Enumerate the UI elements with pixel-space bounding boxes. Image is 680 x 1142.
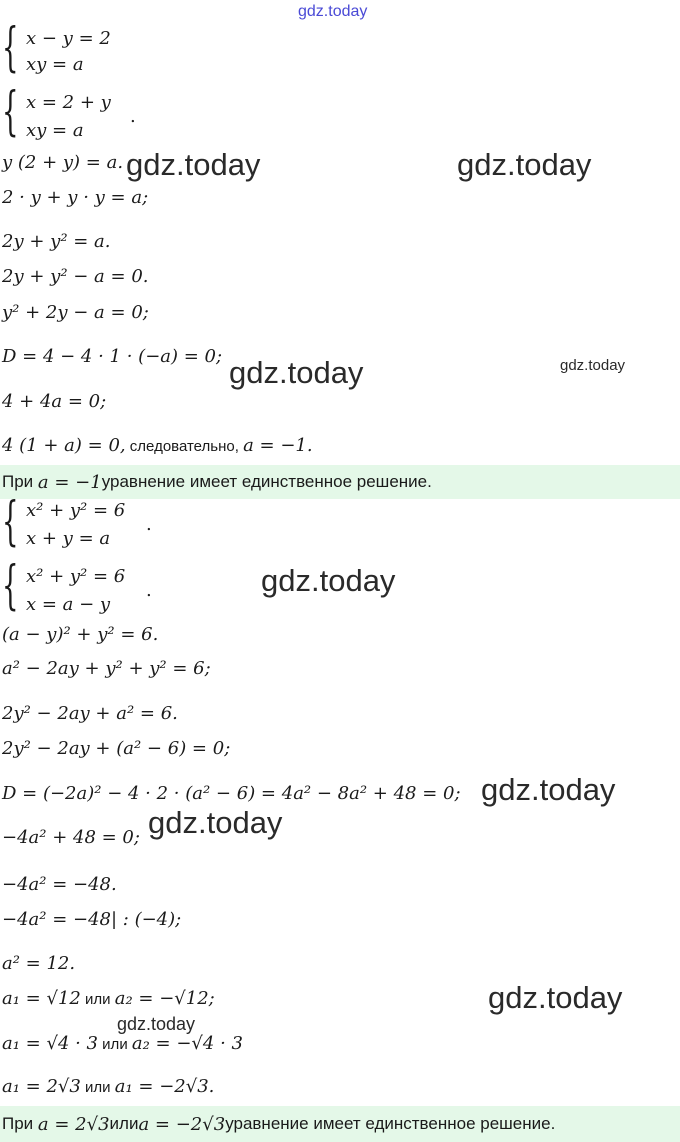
equation-line: −4a² = −48| : (−4); [2, 909, 182, 930]
equation-math: a = −1. [243, 435, 313, 456]
answer-math: a = 2√3 [37, 1113, 110, 1135]
equation-text: следовательно, [125, 438, 244, 455]
brace: { [2, 556, 19, 616]
equation-line: 2 · y + y · y = a; [2, 187, 149, 208]
watermark: gdz.today [488, 980, 623, 1015]
equation-math: a₁ = 2√3 [2, 1076, 81, 1097]
equation-line: −4a² = −48. [2, 874, 117, 895]
equation-math: a₁ = −2√3. [114, 1076, 215, 1097]
answer-highlight [0, 465, 680, 499]
equation-line: 2y² − 2ay + (a² − 6) = 0; [2, 738, 231, 759]
equation-system [2, 556, 202, 618]
watermark: gdz.today [560, 357, 626, 374]
system-row: xy = a [26, 54, 84, 75]
system-row: x + y = a [26, 528, 111, 549]
equation-line: a² = 12. [2, 953, 76, 974]
equation-line: −4a² + 48 = 0; [2, 827, 140, 848]
answer-highlight [0, 1106, 680, 1142]
answer-text: уравнение имеет единственное решение. [225, 1114, 556, 1133]
equation-line: y² + 2y − a = 0; [2, 302, 149, 323]
equation-system [2, 492, 202, 554]
system-dot: . [146, 580, 152, 601]
brace: { [2, 18, 19, 78]
equation-text: или [80, 991, 115, 1008]
brace: { [2, 82, 19, 142]
answer-math: a = −2√3 [138, 1113, 226, 1135]
equation-math: a₂ = −√4 · 3 [131, 1033, 243, 1054]
equation-line [2, 988, 215, 1011]
equation-line: y (2 + y) = a. [2, 152, 124, 173]
equation-system [2, 18, 202, 80]
watermark: gdz.today [126, 147, 261, 182]
system-row: x² + y² = 6 [26, 566, 126, 587]
answer-text: При [2, 1114, 34, 1133]
equation-math: 4 (1 + a) = 0, [2, 435, 126, 456]
system-dot: . [146, 514, 152, 535]
equation-math: a₂ = −√12; [114, 988, 215, 1009]
watermark: gdz.today [261, 563, 396, 598]
system-row: xy = a [26, 120, 84, 141]
equation-line [2, 1033, 243, 1056]
system-row: x = a − y [26, 594, 111, 615]
equation-line: D = 4 − 4 · 1 · (−a) = 0; [2, 346, 223, 367]
equation-line: 4 + 4a = 0; [2, 391, 107, 412]
equation-line: 2y + y² − a = 0. [2, 266, 149, 287]
watermark: gdz.today [457, 147, 592, 182]
watermark: gdz.today [481, 772, 616, 807]
equation-line [2, 435, 313, 458]
watermark: gdz.today [229, 355, 364, 390]
equation-system [2, 82, 202, 144]
system-dot: . [130, 106, 136, 127]
watermark: gdz.today [148, 805, 283, 840]
answer-text: При [2, 472, 34, 491]
equation-math: a₁ = √12 [2, 988, 81, 1009]
answer-text: уравнение имеет единственное решение. [101, 472, 432, 491]
answer-text: или [109, 1114, 139, 1133]
equation-line: D = (−2a)² − 4 · 2 · (a² − 6) = 4a² − 8a² + 48 = 0; [2, 783, 461, 804]
system-row: x = 2 + y [26, 92, 111, 113]
system-row: x² + y² = 6 [26, 500, 126, 521]
equation-line: 2y² − 2ay + a² = 6. [2, 703, 178, 724]
system-row: x − y = 2 [26, 28, 111, 49]
answer-math: a = −1 [37, 471, 102, 493]
equation-text: или [80, 1079, 115, 1096]
watermark: gdz.today [298, 3, 368, 20]
equation-line: 2y + y² = a. [2, 231, 111, 252]
equation-line [2, 1076, 214, 1099]
equation-line: (a − y)² + y² = 6. [2, 624, 159, 645]
equation-line: a² − 2ay + y² + y² = 6; [2, 658, 211, 679]
equation-text: или [98, 1036, 132, 1053]
brace: { [2, 492, 19, 552]
watermark: gdz.today [117, 1014, 196, 1034]
equation-math: a₁ = √4 · 3 [2, 1033, 99, 1054]
